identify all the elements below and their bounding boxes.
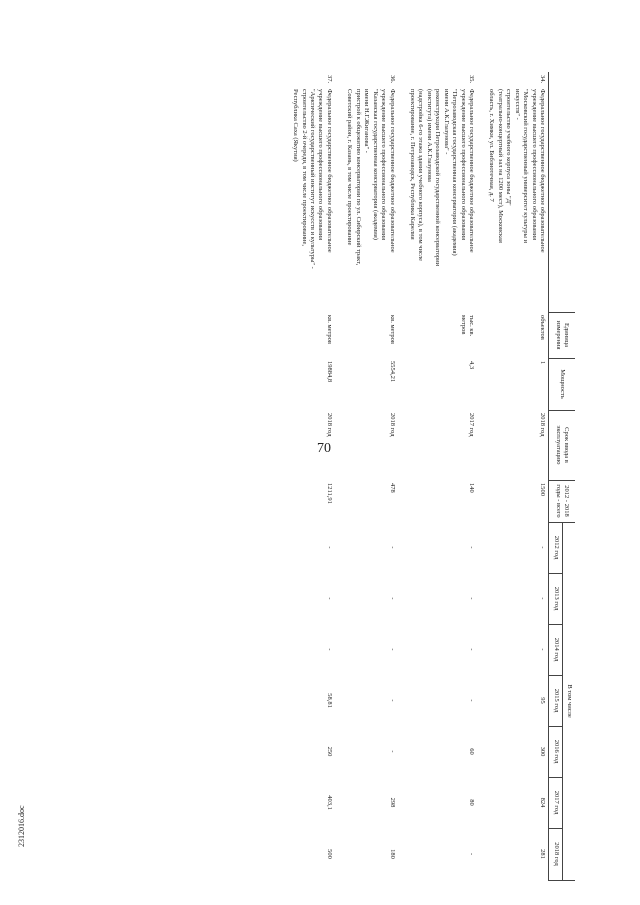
header-year: 2015 год — [549, 675, 562, 726]
row-commissioning: 2018 год — [325, 413, 333, 437]
table-row — [281, 72, 335, 880]
row-number: 35. — [468, 75, 476, 84]
row-total: 1500 — [539, 483, 547, 496]
row-object-name-line: проектирование, г. Петрозаводск, Республика Карелия — [409, 89, 416, 240]
row-year-value: - — [539, 546, 547, 549]
row-year-value: 403,1 — [325, 795, 333, 810]
row-object-name-line: учреждение высшего профессионального образования — [317, 89, 325, 241]
header-year: 2017 год — [549, 777, 562, 828]
row-capacity: 5554,21 — [388, 361, 396, 383]
row-object-name-line: Федеральное государственное бюджетное образовательное — [388, 89, 396, 253]
header-including: В том числе — [562, 522, 575, 880]
row-year-value: 500 — [325, 849, 333, 859]
row-object-name — [398, 86, 478, 312]
row-total: 478 — [388, 483, 396, 493]
row-capacity: 1 — [539, 361, 547, 365]
row-number: 37. — [325, 75, 333, 84]
row-object-name-line: строительство 2-й очереди, в том числе проектирование, — [300, 89, 308, 247]
header-name-blank — [549, 72, 575, 312]
header-year: 2012 год — [549, 522, 562, 573]
row-year-value: - — [468, 699, 476, 702]
row-year-value: - — [325, 597, 333, 600]
row-object-name-line: (института) имени А.К.Глазунова — [425, 89, 433, 182]
row-unit: тыс. кв. метров — [459, 315, 476, 337]
row-year-value: - — [388, 699, 396, 702]
row-commissioning: 2018 год — [388, 413, 396, 437]
row-year-value: - — [325, 546, 333, 549]
row-year-value: 180 — [388, 849, 396, 859]
header-total: 2012 - 2018 годы - всего — [549, 480, 575, 522]
row-year-value: - — [325, 648, 333, 651]
row-year-value: - — [468, 852, 476, 856]
row-object-name-line: Республика Саха (Якутия) — [292, 89, 300, 162]
row-object-name-line: область, г. Химки, ул. Библиотечная, д. 7 — [488, 89, 496, 202]
row-number: 36. — [388, 75, 396, 84]
row-year-value: 298 — [388, 797, 396, 808]
table-row — [477, 72, 549, 880]
row-year-value: - — [539, 648, 547, 651]
row-year-value: 281 — [539, 849, 547, 859]
footer-doc-name: 2312016.doc — [17, 805, 26, 847]
row-object-name-line: Федеральное государственное бюджетное образовательное — [539, 89, 547, 253]
row-object-name-line: пристрой к общежитию консерватории по ул. Сибирский тракт, — [354, 89, 362, 266]
row-year-value: - — [468, 597, 476, 600]
row-year-value: - — [388, 597, 396, 600]
row-object-name-line: учреждение высшего профессионального образования — [459, 89, 467, 241]
row-unit: кв. метров — [388, 315, 396, 344]
row-total: 1211,91 — [325, 483, 333, 504]
header-year: 2018 год — [549, 828, 562, 880]
row-commissioning: 2018 год — [539, 413, 547, 437]
row-unit: объектов — [539, 315, 547, 340]
header-year: 2016 год — [549, 726, 562, 777]
row-object-name-line: "Московский государственный университет культуры и — [522, 89, 530, 244]
row-object-name-line: "Петрозаводская государственная консерватория (академия) — [451, 89, 459, 256]
header-commissioning: Срок ввода в эксплуатацию — [549, 410, 575, 480]
row-object-name-line: (надстройка 6-го этажа здания учебного корпуса), в том числе — [417, 89, 425, 262]
row-year-value: 250 — [325, 746, 333, 757]
row-year-value: 824 — [539, 797, 547, 808]
header-year: 2014 год — [549, 624, 562, 675]
row-object-name-line: искусств" - — [513, 89, 521, 120]
row-year-value: 60 — [468, 748, 476, 755]
page-number: 70 — [317, 441, 331, 456]
row-year-value: - — [388, 750, 396, 753]
row-object-name-line: "Арктический государственный институт искусств и культуры" - — [309, 89, 317, 269]
row-year-value: 95 — [539, 697, 547, 704]
header-unit: Единица измерения — [549, 312, 575, 358]
row-number: 34. — [539, 75, 547, 84]
row-object-name-line: (театрально-концертный зал на 1200 мест), Московская — [496, 89, 504, 243]
row-year-value: 300 — [539, 746, 547, 757]
row-object-name-line: учреждение высшего профессионального образования — [380, 89, 388, 241]
row-object-name — [477, 86, 549, 312]
row-capacity: 4,3 — [468, 361, 476, 370]
row-object-name-line: Федеральное государственное бюджетное образовательное — [468, 89, 476, 253]
table-body — [281, 72, 549, 880]
row-object-name-line: имени Н.Г.Жиганова" - — [363, 89, 371, 153]
table-row — [335, 72, 398, 880]
row-object-name-line: строительство учебного корпуса зоны "Д" — [505, 89, 513, 206]
row-year-value: - — [388, 648, 396, 651]
row-object-name-line: учреждение высшего профессионального образования — [530, 89, 538, 241]
header-year: 2013 год — [549, 573, 562, 624]
row-object-name-line: Федеральное государственное бюджетное образовательное — [325, 89, 333, 253]
row-object-name-line: реконструкция Петрозаводской государственной консерватории — [434, 89, 442, 267]
row-object-name-line: имени А.К.Глазунова" - — [442, 89, 450, 155]
row-year-value: - — [468, 546, 476, 549]
table-row — [398, 72, 478, 880]
row-object-name-line: Советский район, г. Казань, в том числе проектирование — [346, 89, 354, 246]
row-object-name-line: "Казанская государственная консерватория (академия) — [371, 89, 379, 240]
investment-table — [281, 72, 575, 881]
row-year-value: - — [539, 597, 547, 600]
row-total: 140 — [468, 483, 476, 493]
row-year-value: 58,81 — [325, 693, 333, 708]
header-capacity: Мощность — [549, 358, 575, 410]
row-object-name — [335, 86, 398, 312]
row-year-value: - — [388, 546, 396, 549]
row-object-name — [281, 86, 335, 312]
row-commissioning: 2017 год — [468, 413, 476, 437]
row-year-value: - — [468, 648, 476, 651]
row-unit: кв. метров — [325, 315, 333, 344]
table-header — [549, 72, 575, 880]
row-capacity: 19884,8 — [325, 361, 333, 383]
row-year-value: 80 — [468, 799, 476, 806]
